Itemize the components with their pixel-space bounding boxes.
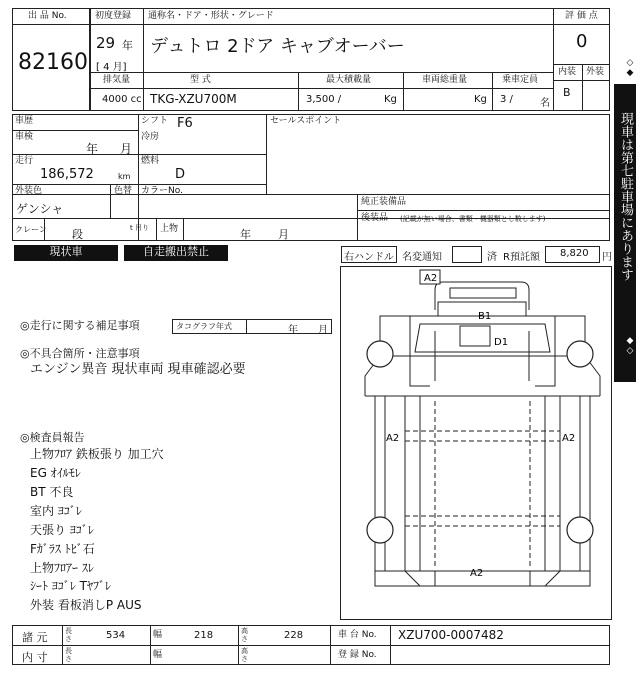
model-code: TKG-XZU700M [150,92,237,106]
crane-label: クレーン [15,225,47,234]
score-label: 評 価 点 [565,11,598,21]
damage-mark-a2-bottom: A2 [470,568,484,579]
ac-label: 冷房 [141,132,160,142]
color: ゲンシャ [16,202,64,216]
interior-height-label: 高さ [241,647,248,663]
inspector-line: BT 不良 [30,485,74,499]
first-registration-month: [ 4 月] [96,62,127,73]
inspector-line: Fｶﾞﾗｽ ﾄﾋﾞ石 [30,542,95,556]
defects-label: ◎不具合箇所・注意事項 [20,347,140,360]
dimensions-label: 諸 元 [22,631,48,644]
color-change-label: 色替 [114,186,133,196]
defects-text: エンジン異音 現状車両 現車確認必要 [30,362,246,377]
inspector-line: ｼｰﾄ ﾖｺﾞﾚ Tﾔﾌﾞﾚ [30,579,111,593]
damage-mark-b1: B1 [478,311,492,322]
color-code-label: カラーNo. [141,186,183,196]
inspection-label: 車検 [15,132,34,142]
inspector-line: 上物ﾌﾛｱ 鉄板張り 加工穴 [30,447,164,461]
chassis-no-label: 車 台 No. [338,630,377,640]
width: 218 [194,630,214,641]
history-label: 車歴 [15,116,34,126]
sidebar-bottom-symbol: ◆◇ [625,336,635,356]
sidebar-top-symbol: ◇◆ [625,58,635,78]
first-registration-year: 29 [96,34,116,52]
interior-score: B [563,86,571,99]
upper-year-unit: 年 [240,228,251,241]
interior-length-label: 長さ [65,647,72,663]
model-name: デュトロ 2ドア キャブオーバー [150,36,405,57]
damage-mark-d1: D1 [494,337,509,348]
capacity-unit: 名 [540,98,550,109]
damage-mark-a2-right: A2 [562,433,576,444]
name-change-box [452,246,482,263]
chassis-no: XZU700-0007482 [398,628,504,642]
crane-suspend-unit: t 吊り [130,224,149,232]
inspection-month-unit: 月 [120,142,133,156]
tachograph-month-unit: 月 [318,325,328,336]
sales-point-label: セールスポイント [270,116,342,126]
gross-weight-label: 車両総重量 [422,75,468,85]
registration-no-label: 登 録 No. [338,650,377,660]
gross-weight-unit: Kg [474,94,487,105]
max-load-label: 最大積載量 [326,75,372,85]
height-label: 高さ [241,627,248,643]
model-name-label: 通称名・ドア・形状・グレード [148,11,274,21]
first-registration-label: 初度登録 [95,11,132,21]
damage-mark-a2-left: A2 [386,433,400,444]
length-label: 長さ [65,627,72,643]
max-load-unit: Kg [384,94,397,105]
displacement: 4000 cc [102,94,142,105]
no-self-drive-tag: 自走搬出禁止 [124,245,228,261]
inspector-line: 室内 ﾖｺﾞﾚ [30,504,82,518]
driving-notes-label: ◎走行に関する補足事項 [20,319,140,332]
vehicle-damage-diagram [340,266,612,620]
interior-dimensions-label: 内 寸 [22,651,48,664]
displacement-label: 排気量 [103,75,131,85]
genuine-equipment-label: 純正装備品 [361,197,407,207]
exterior-score-label: 外装 [586,67,605,77]
capacity: 3 / [500,94,513,105]
height: 228 [284,630,304,641]
score: 0 [576,31,588,52]
capacity-label: 乗車定員 [502,75,539,85]
fuel-label: 燃料 [141,156,160,166]
upper-month-unit: 月 [278,228,289,241]
as-is-vehicle-tag: 現状車 [14,245,118,261]
recycle-unit: 円 [602,252,612,263]
recycle-amount: 8,820 [560,248,589,259]
recycle-label: R預託額 [503,252,540,263]
model-code-label: 型 式 [190,75,211,85]
lot-number-label: 出 品 No. [28,11,67,21]
interior-width-label: 幅 [153,650,163,660]
inspector-report-label: ◎検査員報告 [20,431,85,444]
mileage: 186,572 [40,167,94,182]
mileage-label: 走行 [15,156,34,166]
lot-number: 82160 [18,50,88,75]
inspector-line: 外装 看板消しP AUS [30,598,142,612]
name-change-separator: 済 [487,252,497,263]
length: 534 [106,630,126,641]
fuel: D [175,167,186,182]
inspection-year-unit: 年 [86,142,99,156]
right-handle: 右ハンドル [344,252,394,263]
name-change-label: 名変通知 [402,252,442,263]
interior-score-label: 内装 [558,67,577,77]
inspector-line: EG ｵｲﾙﾓﾚ [30,466,81,480]
max-load: 3,500 / [306,94,342,105]
tachograph-year-unit: 年 [288,325,298,336]
shift: F6 [177,116,193,131]
inspector-line: 上物ﾌﾛｱｰ ｽﾚ [30,561,94,575]
width-label: 幅 [153,630,163,640]
color-label: 外装色 [15,186,43,196]
inspector-line: 天張り ﾖｺﾞﾚ [30,523,94,537]
aftermarket-label: 後装品 [361,213,389,223]
mileage-unit: km [118,172,131,181]
tachograph-label: タコグラフ年式 [176,322,232,331]
upper-body-label: 上物 [160,224,179,234]
aftermarket-note: (記載が無い場合、書類・機器類とし数します) [400,215,546,223]
year-unit: 年 [122,39,133,52]
parking-location-message: 現車は第七駐車場にあります [618,112,633,281]
damage-mark-a2-top: A2 [424,273,438,284]
shift-label: シフト [141,116,169,126]
crane-stage-unit: 段 [72,228,83,241]
